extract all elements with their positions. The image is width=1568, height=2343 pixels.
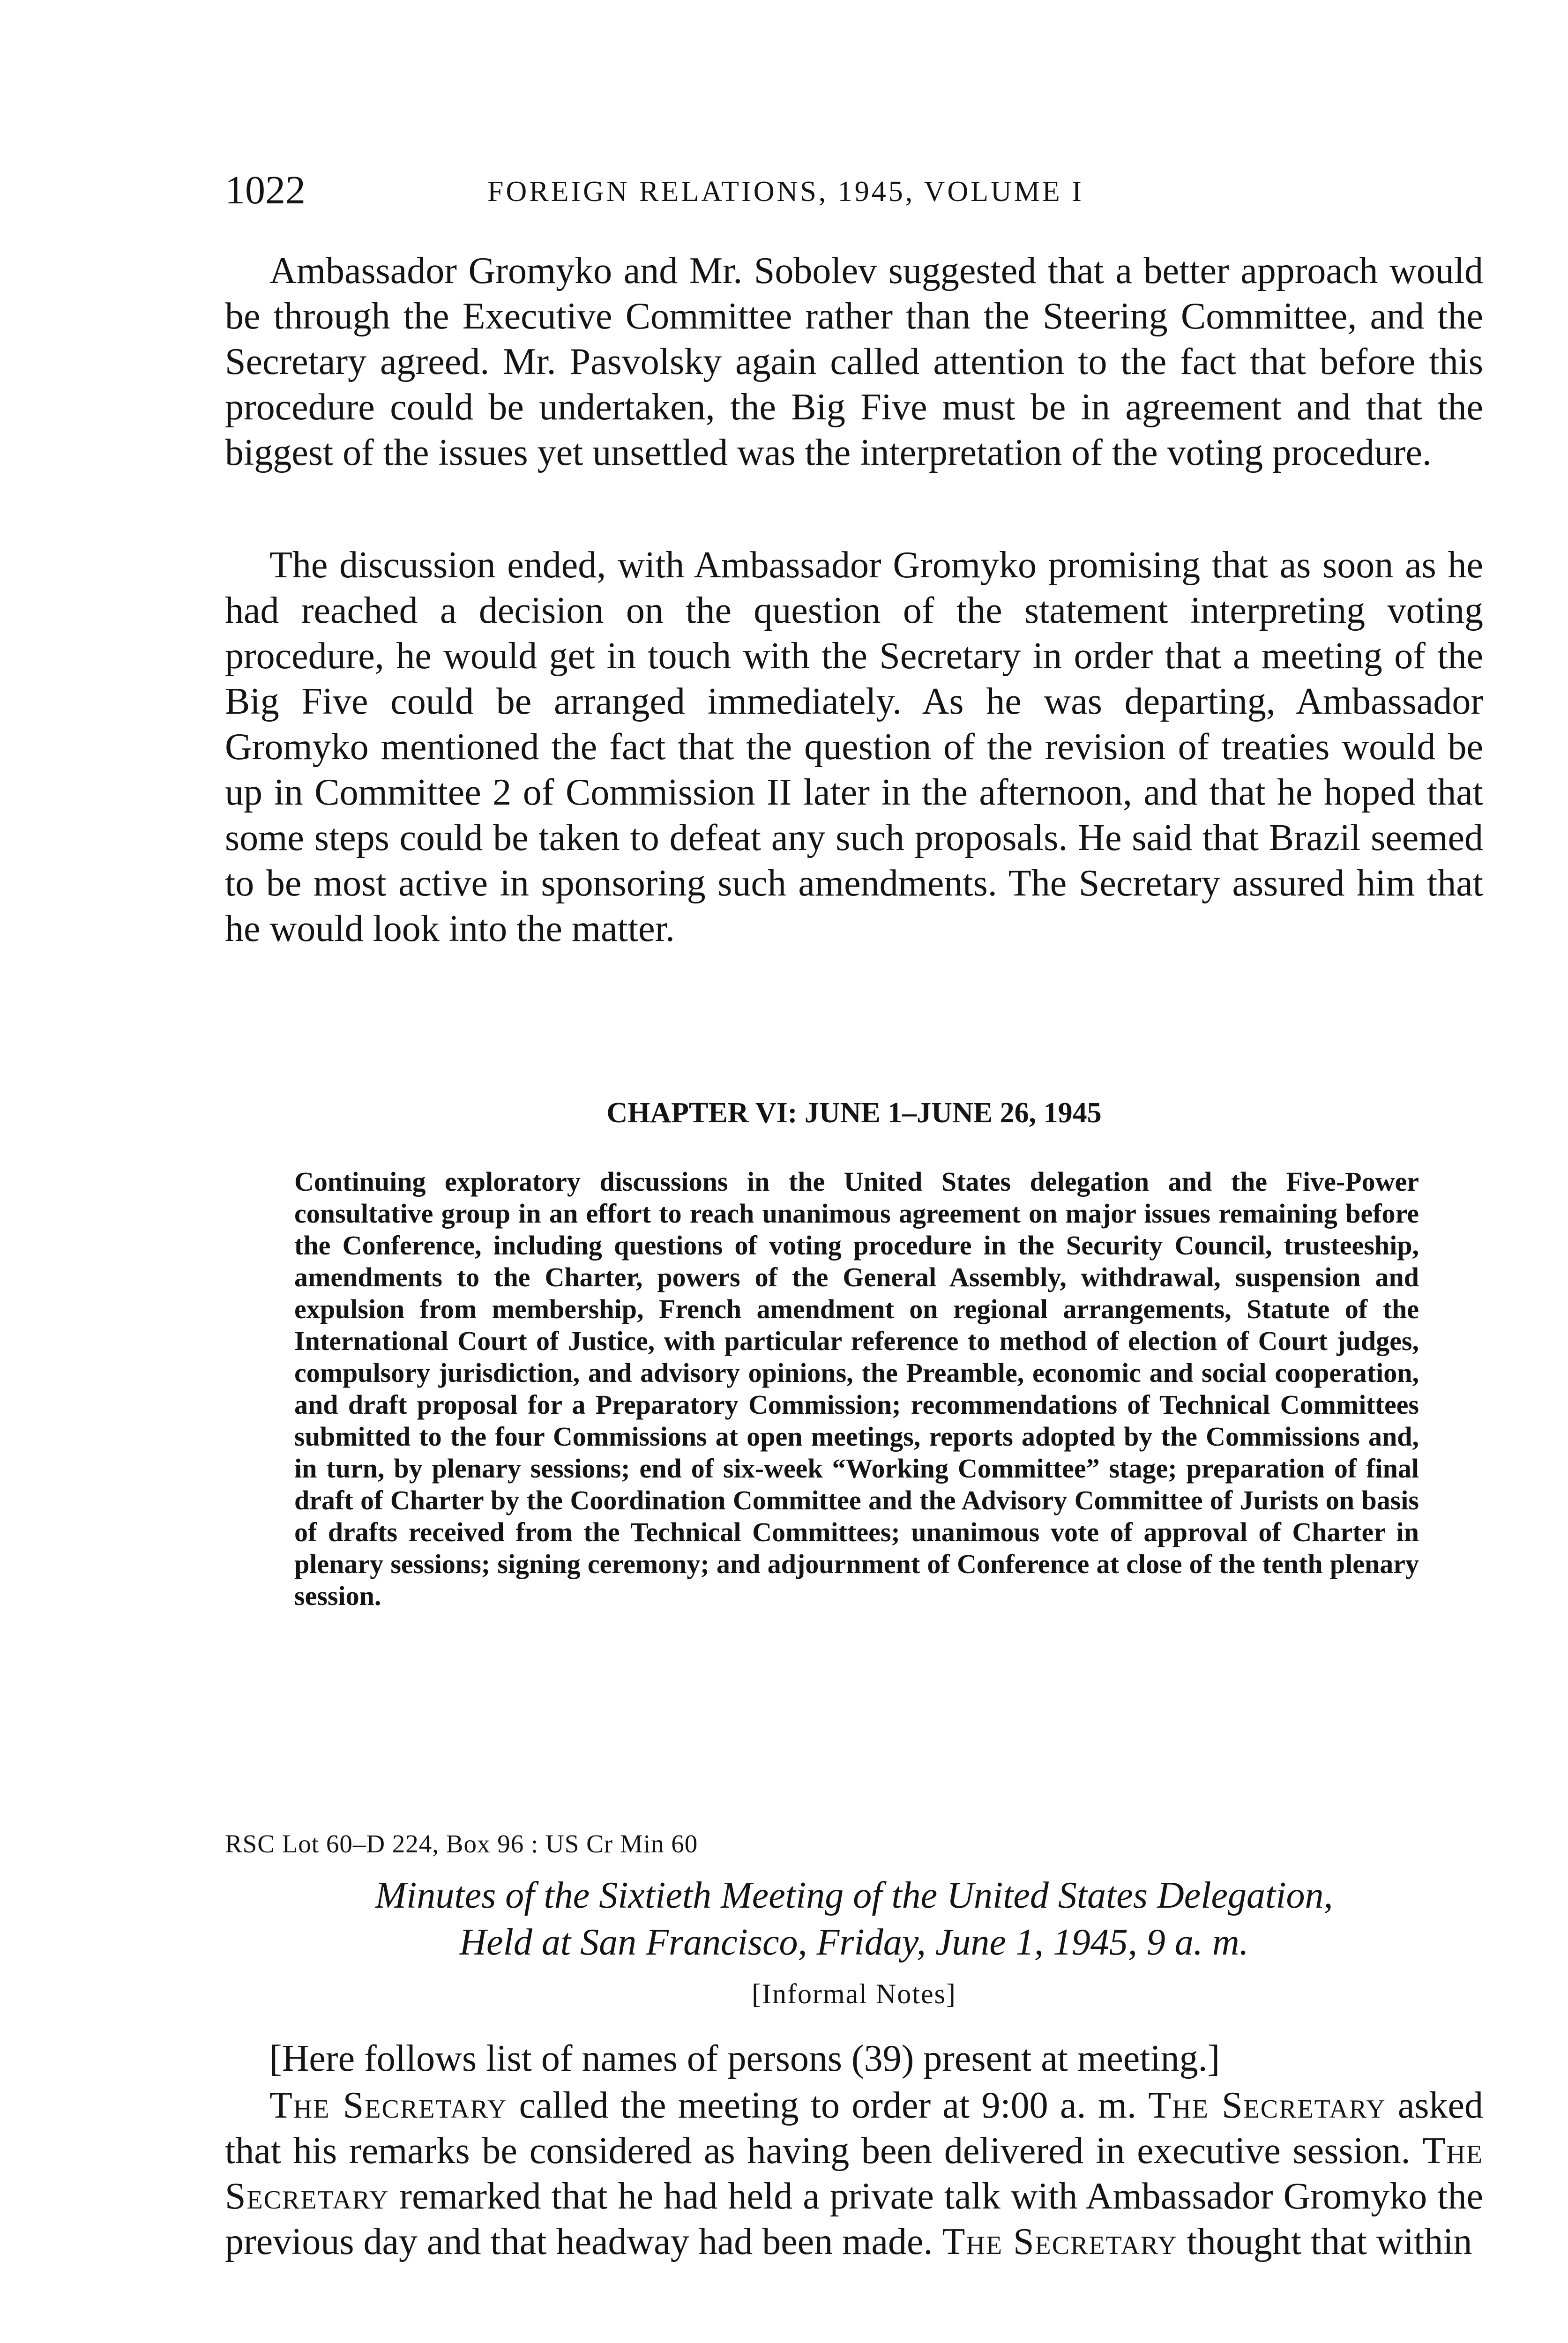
page-number: 1022 <box>225 167 306 212</box>
source-citation: RSC Lot 60–D 224, Box 96 : US Cr Min 60 <box>225 1829 698 1858</box>
informal-notes-label: [Informal Notes] <box>752 1978 956 2009</box>
chapter-title: CHAPTER VI: JUNE 1–JUNE 26, 1945 <box>606 1097 1102 1129</box>
minutes-text: thought that within <box>1177 2221 1472 2262</box>
running-head: FOREIGN RELATIONS, 1945, VOLUME I <box>487 176 1084 208</box>
page-header <box>225 166 1490 218</box>
paragraph-gromyko-sobolev: Ambassador Gromyko and Mr. Sobolev suggested that a better approach would be through the Executive Committee rather than the Steering Committee, and the Secretary agreed. Mr. Pasvolsky again called attention to the fact that before this procedure could be undertaken, the Big Five must be in agreement and that the biggest of the issues yet unsettled was the interpretation of the voting procedure. <box>225 250 1483 473</box>
paragraph-secretary-called <box>225 2083 1483 2265</box>
paragraph-discussion-ended: The discussion ended, with Ambassador Gromyko promising that as soon as he had reached a decision on the question of the statement interpreting voting procedure, he would get in touch with the Secretary in order that a meeting of the Big Five could be arranged immediately. As he was departing, Ambassador Gromyko mentioned the fact that the question of the revision of treaties would be up in Committee 2 of Commission II later in the afternoon, and that he hoped that some steps could be taken to defeat any such proposals. He said that Brazil seemed to be most active in sponsoring such amendments. The Secretary assured him that he would look into the matter. <box>225 545 1483 949</box>
document-title <box>225 1872 1483 1966</box>
minutes-text: called the meeting to order at 9:00 a. m. <box>507 2085 1149 2126</box>
document-title-line-1: Minutes of the Sixtieth Meeting of the United States Delegation, <box>375 1875 1333 1916</box>
speaker-secretary: The Secretary <box>225 2130 1483 2217</box>
speaker-secretary: The Secretary <box>269 2085 508 2126</box>
minutes-text: remarked that he had held a private talk with Ambassador Gromyko the previous day and that headway had been made. <box>225 2176 1483 2262</box>
speaker-secretary: The Secretary <box>942 2221 1178 2262</box>
document-title-line-2: Held at San Francisco, Friday, June 1, 1945, 9 a. m. <box>459 1922 1249 1963</box>
paragraph-attendance: [Here follows list of names of persons (39) present at meeting.] <box>269 2038 1220 2079</box>
speaker-secretary: The Secretary <box>1148 2085 1386 2126</box>
chapter-summary: Continuing exploratory discussions in the United States delegation and the Five-Power consultative group in an effort to reach unanimous agreement on major issues remaining before the Conference, including questions of voting procedure in the Security Council, trusteeship, amendments to the Charter, powers of the General Assembly, withdrawal, suspension and expulsion from membership, French amendment on regional arrangements, Statute of the International Court of Justice, with particular reference to method of election of Court judges, compulsory jurisdiction, and advisory opinions, the Preamble, economic and social cooperation, and draft proposal for a Preparatory Commission; recommendations of Technical Committees submitted to the four Commissions at open meetings, reports adopted by the Commissions and, in turn, by plenary sessions; end of six-week “Working Committee” stage; preparation of final draft of Charter by the Coordination Committee and the Advisory Committee of Jurists on basis of drafts received from the Technical Committees; unanimous vote of approval of Charter in plenary sessions; signing ceremony; and adjournment of Conference at close of the tenth plenary session. <box>294 1166 1419 1611</box>
minutes-text: asked that his remarks be considered as having been delivered in executive session. <box>225 2085 1483 2171</box>
